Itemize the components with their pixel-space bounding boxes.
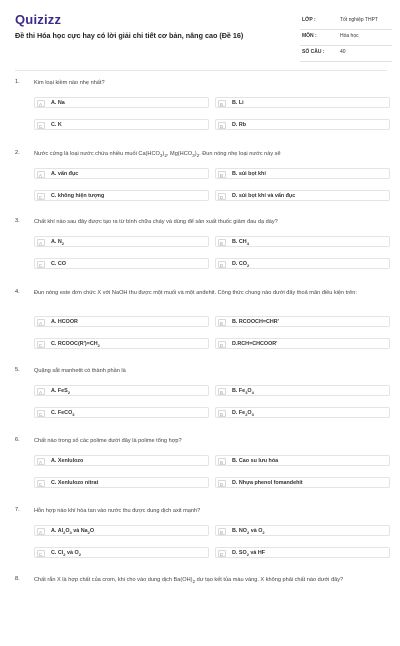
option-letter-badge: D — [218, 550, 226, 557]
worksheet-title: Đề thi Hóa học cực hay có lời giải chi tiết cơ bản, nâng cao (Đề 16) — [15, 31, 244, 40]
option-letter-badge: A — [37, 171, 45, 178]
meta-row-subject — [300, 30, 392, 46]
option-letter-badge: D — [218, 193, 226, 200]
option-text: D. $Fe_2O_3$ — [232, 410, 254, 418]
option-text: C. FeCO$_3$ — [51, 410, 75, 418]
option-letter-badge: A — [37, 319, 45, 326]
answer-option-a[interactable] — [34, 455, 209, 466]
meta-label: MÔN : — [302, 33, 317, 39]
option-text: B. RCOOCH=CHR' — [232, 319, 279, 325]
answer-option-a[interactable] — [34, 525, 209, 536]
option-text: C. không hiện tượng — [51, 193, 105, 199]
question-6 — [0, 437, 400, 507]
option-letter-badge: D — [218, 480, 226, 487]
answer-option-d[interactable] — [215, 258, 390, 269]
worksheet-header — [0, 0, 400, 62]
answer-option-b[interactable] — [215, 168, 390, 179]
option-text: D. $SO_2$ và HF — [232, 550, 266, 558]
option-letter-badge: B — [218, 458, 226, 465]
answer-option-b[interactable] — [215, 316, 390, 327]
option-text: C. $Cl_2$ và $O_2$ — [51, 550, 81, 558]
option-text: D. Rb — [232, 122, 247, 128]
question-text: Chất khí nào sau đây được tạo ra từ bình chữa cháy và dùng để sản xuất thuốc giảm đau dạ dày? — [34, 219, 278, 225]
option-text: A. $N_2$ — [51, 239, 65, 247]
question-number: 7. — [15, 507, 20, 513]
answer-option-d[interactable] — [215, 547, 390, 558]
question-text: Hỗn hợp nào khí hòa tan vào nước thu được dung dịch axit mạnh? — [34, 508, 201, 514]
question-5 — [0, 367, 400, 437]
option-text: A. Xenlulozo — [51, 458, 84, 464]
question-text: Đun nóng este đơn chức X với NaOH thu được một muối và một anđehit. Công thức chung nào dưới đây thoả mãn điều kiện trên: — [34, 290, 357, 296]
answer-option-b[interactable] — [215, 455, 390, 466]
question-text: Chất nào trong số các polime dưới đây là polime tổng hợp? — [34, 438, 182, 444]
option-text: A. Na — [51, 100, 65, 106]
answer-option-a[interactable] — [34, 316, 209, 327]
option-letter-badge: C — [37, 480, 45, 487]
option-text: C. CO — [51, 261, 66, 267]
answer-option-c[interactable] — [34, 190, 209, 201]
question-2 — [0, 150, 400, 220]
option-text: C. $RCOOC(R')=CH_2$ — [51, 341, 100, 349]
meta-row-count — [300, 46, 392, 62]
answer-option-b[interactable] — [215, 97, 390, 108]
option-text: C. Xenlulozo nitrat — [51, 480, 99, 486]
question-8 — [0, 576, 400, 646]
answer-option-a[interactable] — [34, 97, 209, 108]
answer-option-a[interactable] — [34, 168, 209, 179]
option-letter-badge: B — [218, 239, 226, 246]
option-text: B. $Fe_3O_4$ — [232, 388, 254, 396]
option-letter-badge: C — [37, 193, 45, 200]
option-text: D. sủi bọt khí và vẩn đục — [232, 193, 296, 199]
worksheet-meta — [300, 14, 392, 62]
answer-option-c[interactable] — [34, 477, 209, 488]
option-letter-badge: D — [218, 341, 226, 348]
option-letter-badge: C — [37, 122, 45, 129]
meta-label: SỐ CÂU : — [302, 49, 325, 55]
option-text: A. HCOOR — [51, 319, 78, 325]
question-text: Quặng sắt manhetit có thành phần là — [34, 368, 126, 374]
option-text: B. $CH_4$ — [232, 239, 249, 247]
option-text: D. $CO_2$ — [232, 261, 250, 269]
question-1 — [0, 79, 400, 149]
answer-option-a[interactable] — [34, 385, 209, 396]
question-number: 4. — [15, 289, 20, 295]
option-text: D. Nhựa phenol fomandehit — [232, 480, 303, 486]
question-number: 8. — [15, 576, 20, 582]
answer-option-c[interactable] — [34, 119, 209, 130]
option-letter-badge: A — [37, 388, 45, 395]
question-number: 3. — [15, 218, 20, 224]
meta-label: LỚP : — [302, 17, 316, 23]
question-3 — [0, 218, 400, 288]
question-number: 5. — [15, 367, 20, 373]
option-letter-badge: B — [218, 319, 226, 326]
option-text: B. sủi bọt khí — [232, 171, 266, 177]
question-text: Kim loại kiềm nào nhẹ nhất? — [34, 80, 105, 86]
answer-option-b[interactable] — [215, 385, 390, 396]
meta-value: Hóa học — [340, 33, 359, 39]
option-letter-badge: D — [218, 122, 226, 129]
answer-option-d[interactable] — [215, 407, 390, 418]
answer-option-a[interactable] — [34, 236, 209, 247]
option-text: A. vẩn đục — [51, 171, 79, 177]
option-letter-badge: A — [37, 458, 45, 465]
option-letter-badge: A — [37, 100, 45, 107]
option-letter-badge: B — [218, 528, 226, 535]
option-text: D.RCH=CHCOOR' — [232, 341, 278, 347]
answer-option-d[interactable] — [215, 119, 390, 130]
option-letter-badge: A — [37, 239, 45, 246]
question-7 — [0, 507, 400, 577]
question-text: Chất rắn X là hợp chất của crom, khi cho vào dung dịch $Ba(OH)_2$ dư tạo kết tủa màu vàng. X không phải chất nào dưới đây? — [34, 577, 344, 585]
header-divider — [15, 70, 387, 71]
option-letter-badge: B — [218, 171, 226, 178]
option-letter-badge: B — [218, 100, 226, 107]
answer-option-c[interactable] — [34, 407, 209, 418]
option-letter-badge: D — [218, 261, 226, 268]
option-letter-badge: C — [37, 341, 45, 348]
option-text: B. Cao su lưu hóa — [232, 458, 279, 464]
option-letter-badge: B — [218, 388, 226, 395]
answer-option-b[interactable] — [215, 236, 390, 247]
question-text: Nước cứng là loại nước chứa nhiều muối $Ca(HCO_3)_2$, $Mg(HCO_3)_2$. Đun nóng nhẹ loại nước này sẽ — [34, 151, 281, 159]
meta-value: Tốt nghiệp THPT — [340, 17, 378, 23]
option-text: C. K — [51, 122, 62, 128]
option-text: B. Li — [232, 100, 244, 106]
option-letter-badge: C — [37, 410, 45, 417]
option-letter-badge: D — [218, 410, 226, 417]
answer-option-b[interactable] — [215, 525, 390, 536]
answer-option-d[interactable] — [215, 477, 390, 488]
answer-option-c[interactable] — [34, 547, 209, 558]
answer-option-d[interactable] — [215, 338, 390, 349]
question-4 — [0, 289, 400, 359]
option-text: A. FeS$_2$ — [51, 388, 71, 396]
quizizz-logo: Quizizz — [15, 12, 62, 27]
option-letter-badge: C — [37, 550, 45, 557]
question-number: 2. — [15, 150, 20, 156]
meta-row-class — [300, 14, 392, 30]
option-letter-badge: C — [37, 261, 45, 268]
meta-value: 40 — [340, 49, 346, 55]
option-text: A. $Al_2O_3$ và $Na_2O$ — [51, 528, 95, 536]
option-letter-badge: A — [37, 528, 45, 535]
question-number: 6. — [15, 437, 20, 443]
answer-option-c[interactable] — [34, 258, 209, 269]
answer-option-c[interactable] — [34, 338, 209, 349]
question-number: 1. — [15, 79, 20, 85]
option-text: B. $NO_2$ và $O_2$ — [232, 528, 265, 536]
answer-option-d[interactable] — [215, 190, 390, 201]
